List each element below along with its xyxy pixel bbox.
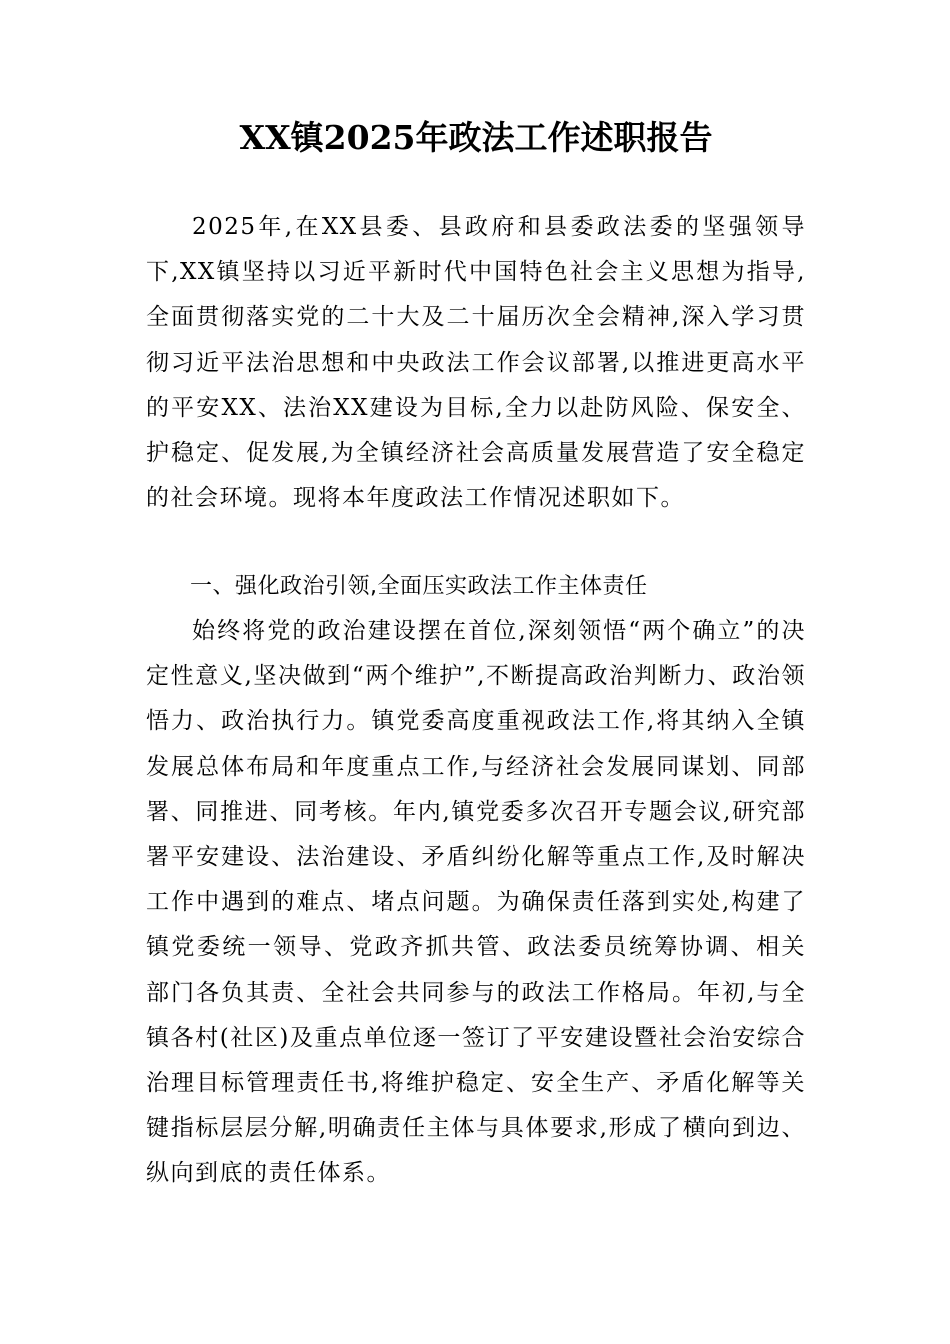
section-heading: 一、强化政治引领,全面压实政法工作主体责任 bbox=[190, 574, 648, 599]
intro-paragraph: 2025年,在XX县委、县政府和县委政法委的坚强领导下,XX镇坚持以习近平新时代中国特色社会主义思想为指导,全面贯彻落实党的二十大及二十届历次全会精神,深入学习贯彻习近平法治思想和中央政法工作会议部署,以推进更高水平的平安XX、法治XX建设为目标,全力以赴防风险、保安全、护稳定、促发展,为全镇经济社会高质量发展营造了安全稳定的社会环境。现将本年度政法工作情况述职如下。 bbox=[146, 214, 806, 512]
document-title: XX镇2025年政法工作述职报告 bbox=[239, 118, 713, 157]
section-paragraph: 始终将党的政治建设摆在首位,深刻领悟“两个确立”的决定性意义,坚决做到“两个维护”,不断提高政治判断力、政治领悟力、政治执行力。镇党委高度重视政法工作,将其纳入全镇发展总体布局和年度重点工作,与经济社会发展同谋划、同部署、同推进、同考核。年内,镇党委多次召开专题会议,研究部署平安建设、法治建设、矛盾纠纷化解等重点工作,及时解决工作中遇到的难点、堵点问题。为确保责任落到实处,构建了镇党委统一领导、党政齐抓共管、政法委员统筹协调、相关部门各负其责、全社会共同参与的政法工作格局。年初,与全镇各村(社区)及重点单位逐一签订了平安建设暨社会治安综合治理目标管理责任书,将维护稳定、安全生产、矛盾化解等关键指标层层分解,明确责任主体与具体要求,形成了横向到边、纵向到底的责任体系。 bbox=[146, 618, 806, 1187]
